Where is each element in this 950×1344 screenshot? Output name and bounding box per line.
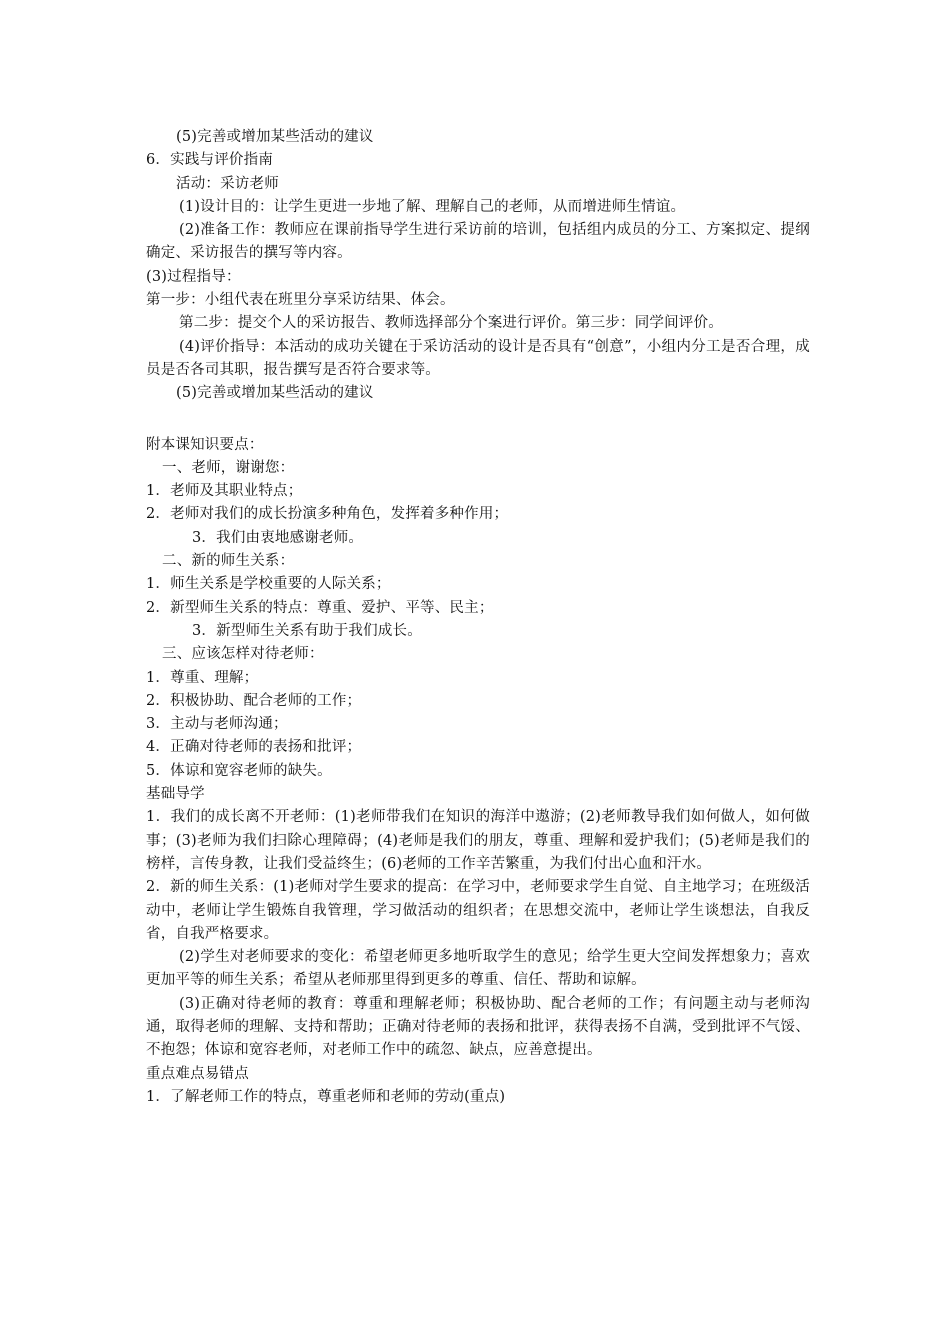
part-1-item-2: 2．老师对我们的成长扮演多种角色，发挥着多种作用； bbox=[146, 506, 509, 523]
key-points-title: 重点难点易错点 bbox=[146, 1065, 249, 1082]
key-point-1: 1．了解老师工作的特点，尊重老师和老师的劳动(重点) bbox=[146, 1088, 506, 1105]
part-2-heading: 二、新的师生关系： bbox=[162, 553, 295, 570]
design-purpose: (1)设计目的：让学生更进一步地了解、理解自己的老师，从而增进师生情谊。 bbox=[179, 198, 686, 215]
step-one: 第一步：小组代表在班里分享采访结果、体会。 bbox=[146, 292, 455, 309]
preparation-paragraph: (2)准备工作：教师应在课前指导学生进行采访前的培训，包括组内成员的分工、方案拟定、提纲确定、采访报告的撰写等内容。 bbox=[146, 222, 810, 262]
item-5-suggestions-bottom: (5)完善或增加某些活动的建议 bbox=[176, 385, 374, 402]
part-3-item-3: 3．主动与老师沟通； bbox=[146, 716, 288, 733]
part-2-item-3: 3．新型师生关系有助于我们成长。 bbox=[192, 622, 422, 639]
part-1-item-1: 1．老师及其职业特点； bbox=[146, 483, 303, 500]
part-1-item-3: 3．我们由衷地感谢老师。 bbox=[192, 529, 364, 546]
part-2-item-1: 1．师生关系是学校重要的人际关系； bbox=[146, 576, 391, 593]
guide-paragraph-2: 2．新的师生关系：(1)老师对学生要求的提高：在学习中，老师要求学生自觉、自主地学习；在班级活动中，老师让学生锻炼自我管理，学习做活动的组织者；在思想交流中，老师让学生谈想法，自我反省，自我严格要求。 bbox=[146, 879, 810, 942]
part-1-heading: 一、老师，谢谢您： bbox=[162, 459, 295, 476]
guide-paragraph-3: (2)学生对老师要求的变化：希望老师更多地听取学生的意见；给学生更大空间发挥想象力；喜欢更加平等的师生关系；希望从老师那里得到更多的尊重、信任、帮助和谅解。 bbox=[146, 949, 810, 989]
document-body bbox=[146, 126, 810, 1109]
part-3-item-4: 4．正确对待老师的表扬和批评； bbox=[146, 739, 362, 756]
section-6-heading: 6．实践与评价指南 bbox=[146, 152, 274, 169]
part-2-item-2: 2．新型师生关系的特点：尊重、爱护、平等、民主； bbox=[146, 599, 494, 616]
part-3-heading: 三、应该怎样对待老师： bbox=[162, 646, 324, 663]
part-3-item-2: 2．积极协助、配合老师的工作； bbox=[146, 692, 362, 709]
activity-title: 活动：采访老师 bbox=[176, 175, 279, 192]
item-5-suggestions: (5)完善或增加某些活动的建议 bbox=[176, 129, 374, 145]
part-3-item-1: 1．尊重、理解； bbox=[146, 669, 259, 686]
basic-guide-title: 基础导学 bbox=[146, 786, 205, 803]
guide-paragraph-4: (3)正确对待老师的教育：尊重和理解老师；积极协助、配合老师的工作；有问题主动与老师沟通，取得老师的理解、支持和帮助；正确对待老师的表扬和批评，获得表扬不自满，受到批评不气馁、不抱怨；体谅和宽容老师，对老师工作中的疏忽、缺点，应善意提出。 bbox=[146, 995, 810, 1059]
section-spacer bbox=[146, 406, 810, 434]
step-two-three: 第二步：提交个人的采访报告、教师选择部分个案进行评价。第三步：同学间评价。 bbox=[179, 315, 723, 332]
part-3-item-5: 5．体谅和宽容老师的缺失。 bbox=[146, 762, 332, 779]
knowledge-points-title: 附本课知识要点： bbox=[146, 436, 264, 453]
guide-paragraph-1: 1．我们的成长离不开老师：(1)老师带我们在知识的海洋中遨游；(2)老师教导我们如何做人，如何做事；(3)老师为我们扫除心理障碍；(4)老师是我们的朋友，尊重、理解和爱护我们；(5)老师是我们的榜样，言传身教，让我们受益终生；(6)老师的工作辛苦繁重，为我们付出心血和汗水。 bbox=[146, 809, 810, 872]
process-guidance-heading: (3)过程指导： bbox=[146, 268, 241, 285]
evaluation-guidance-paragraph: (4)评价指导：本活动的成功关键在于采访活动的设计是否具有“创意”，小组内分工是否合理，成员是否各司其职，报告撰写是否符合要求等。 bbox=[146, 338, 810, 378]
